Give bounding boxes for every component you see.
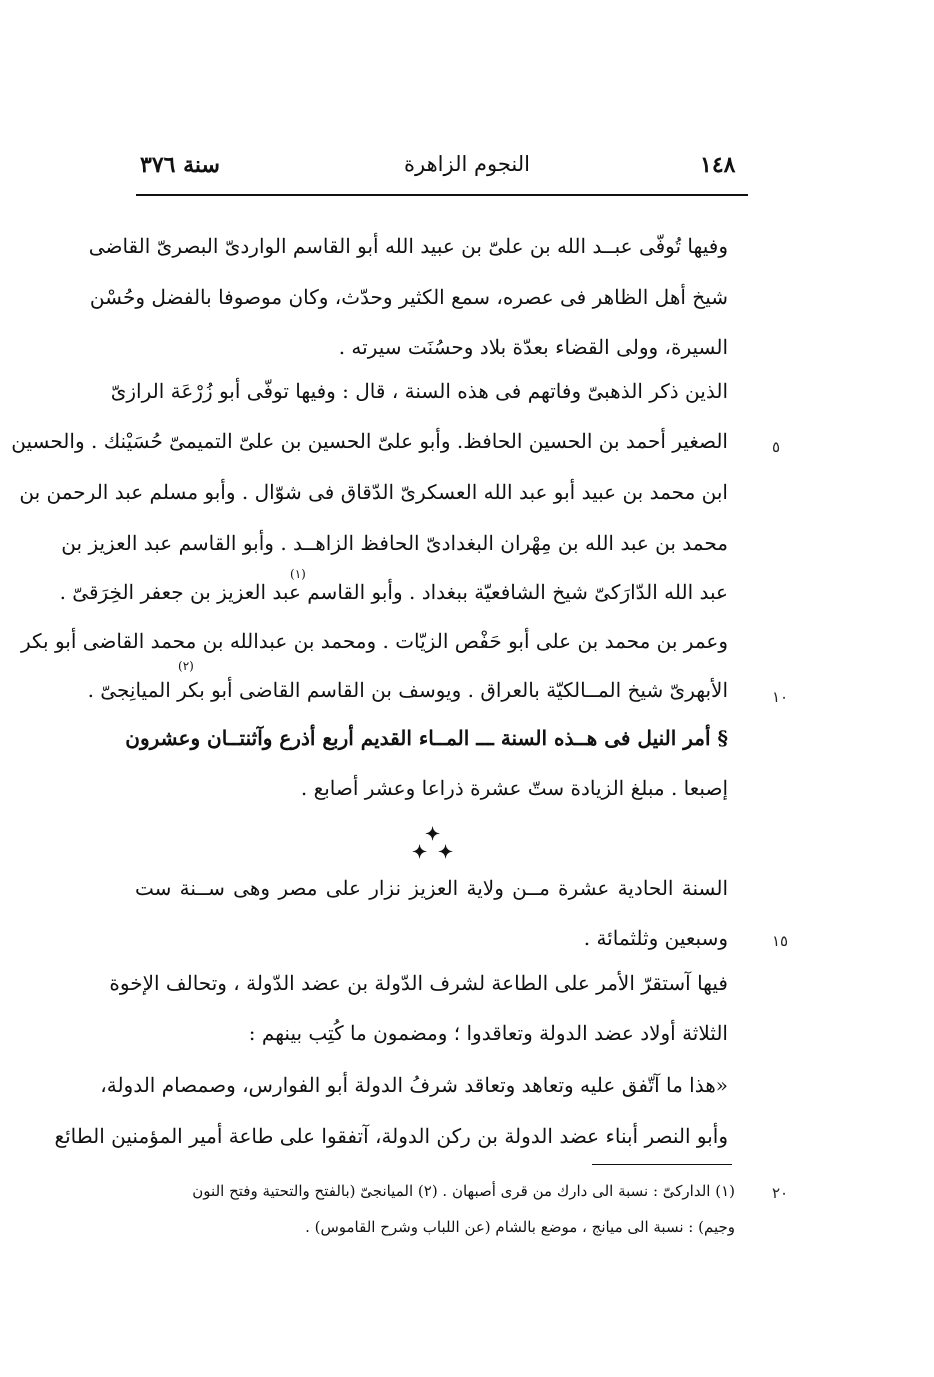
body-line: عبد الله الدّارَكىّ شيخ الشافعيّة ببغداد . وأبو القاسم عبد العزيز بن جعفر الخِرَقىّ . bbox=[59, 580, 728, 604]
line-number: ١٠ bbox=[772, 688, 789, 706]
body-line: وفيها تُوفّى عبــد الله بن علىّ بن عبيد الله أبو القاسم الواردىّ البصرىّ القاضى bbox=[88, 234, 728, 258]
body-line: «هذا ما آتّفق عليه وتعاهد وتعاقد شرفُ الدولة أبو الفوارس، وصمصام الدولة، bbox=[100, 1073, 728, 1097]
header-title: النجوم الزاهرة bbox=[404, 152, 530, 176]
body-line: فيها آستقرّ الأمر على الطاعة لشرف الدّولة بن عضد الدّولة ، وتحالف الإخوة bbox=[109, 971, 728, 995]
section-ornament: ✦ bbox=[425, 824, 441, 845]
body-line: الذين ذكر الذهبىّ وفاتهم فى هذه السنة ، قال : وفيها توفّى أبو زُرْعَة الرازىّ bbox=[110, 379, 728, 403]
footnote-line: وجيم) : نسبة الى ميانج ، موضع بالشام (عن اللباب وشرح القاموس) . bbox=[305, 1218, 735, 1236]
section-ornament: ✦ bbox=[438, 842, 454, 863]
line-number: ٢٠ bbox=[772, 1184, 789, 1202]
body-line: وأبو النصر أبناء عضد الدولة بن ركن الدولة، آتفقوا على طاعة أمير المؤمنين الطائع bbox=[54, 1124, 728, 1148]
body-line: إصبعا . مبلغ الزيادة ستّ عشرة ذراعا وعشر أصابع . bbox=[300, 776, 728, 800]
body-line: الأبهرىّ شيخ المــالكيّة بالعراق . ويوسف بن القاسم القاضى أبو بكر الميانِجىّ . bbox=[87, 678, 728, 702]
body-line: الصغير أحمد بن الحسين الحافظ. وأبو علىّ الحسين بن علىّ التميمىّ حُسَيْنك . والحسين bbox=[11, 429, 728, 453]
header-year: سنة ٣٧٦ bbox=[140, 152, 220, 178]
header-page-number: ١٤٨ bbox=[700, 152, 736, 178]
body-line: § أمر النيل فى هــذه السنة ـــ المــاء القديم أربع أذرع وآثنتــان وعشرون bbox=[125, 726, 728, 750]
footnote-rule bbox=[592, 1164, 732, 1165]
line-number: ٥ bbox=[772, 438, 781, 456]
body-line: وسبعين وثلثمائة . bbox=[583, 926, 728, 950]
section-ornament: ✦ bbox=[412, 842, 428, 863]
footnote-line: (١) الداركىّ : نسبة الى دارك من قرى أصبهان . (٢) الميانجىّ (بالفتح والتحتية وفتح النون bbox=[192, 1182, 735, 1200]
body-line: الثلاثة أولاد عضد الدولة وتعاقدوا ؛ ومضمون ما كُتِب بينهم : bbox=[248, 1021, 728, 1045]
line-number: ١٥ bbox=[772, 932, 789, 950]
body-line: السيرة، وولى القضاء بعدّة بلاد وحسُنَت سيرته . bbox=[338, 335, 728, 359]
body-line: السنة الحادية عشرة مــن ولاية العزيز نزار على مصر وهى ســنة ست bbox=[135, 876, 728, 900]
body-line: وعمر بن محمد بن على أبو حَفْص الزيّات . ومحمد بن عبدالله بن محمد القاضى أبو بكر bbox=[20, 629, 728, 653]
footnote-mark: (٢) bbox=[178, 659, 194, 673]
header-rule bbox=[136, 194, 748, 196]
body-line: ابن محمد بن عبيد أبو عبد الله العسكرىّ الدّقاق فى شوّال . وأبو مسلم عبد الرحمن بن bbox=[19, 480, 728, 504]
footnote-mark: (١) bbox=[290, 567, 306, 581]
body-line: شيخ أهل الظاهر فى عصره، سمع الكثير وحدّث، وكان موصوفا بالفضل وحُسْن bbox=[89, 285, 728, 309]
body-line: محمد بن عبد الله بن مِهْران البغدادىّ الحافظ الزاهــد . وأبو القاسم عبد العزيز بن bbox=[61, 531, 728, 555]
